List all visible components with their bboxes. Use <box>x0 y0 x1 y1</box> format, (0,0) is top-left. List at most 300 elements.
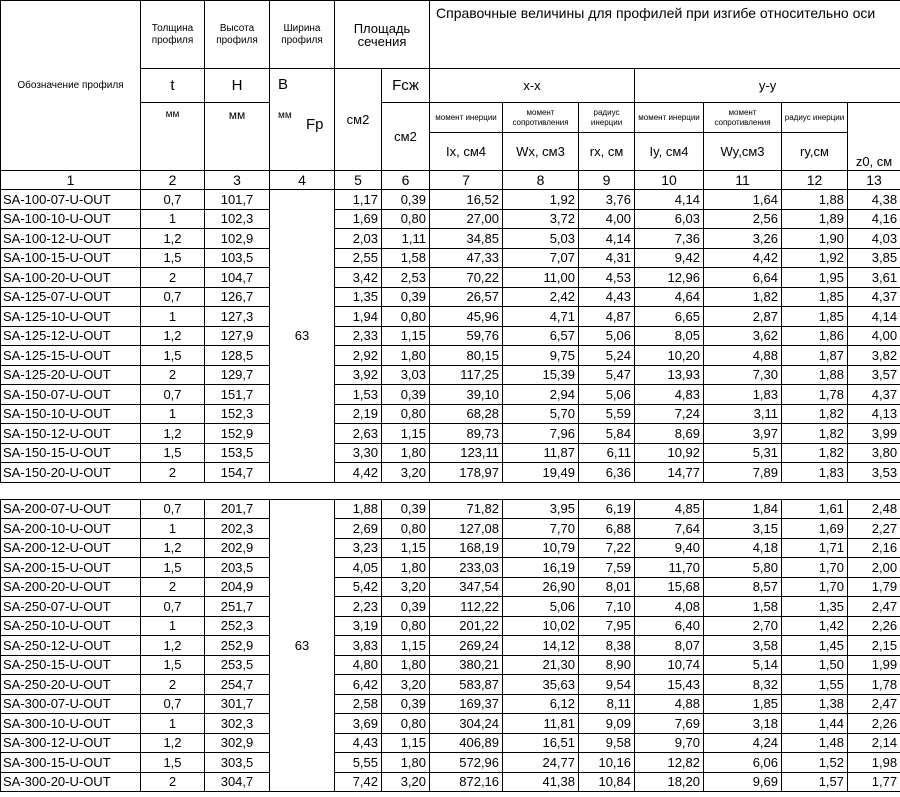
group-1-rows <box>1 190 900 483</box>
thickness-cell: 1,2 <box>141 326 205 346</box>
iy-cell: 8,69 <box>635 424 704 444</box>
table-row <box>1 190 900 210</box>
header-Iy: Iy, см4 <box>635 133 704 171</box>
height-cell: 202,3 <box>205 519 270 539</box>
z0-cell: 2,26 <box>848 616 900 636</box>
thickness-cell: 1 <box>141 209 205 229</box>
wy-cell: 6,06 <box>704 753 782 773</box>
area-cm2: 3,69 <box>335 714 382 734</box>
profile-designation: SA-100-12-U-OUT <box>1 229 141 249</box>
rx-cell: 4,87 <box>579 307 635 327</box>
header-Wx: Wx, см3 <box>503 133 579 171</box>
thickness-cell: 0,7 <box>141 190 205 210</box>
header-area-cm2-b: см2 <box>382 103 430 171</box>
profile-designation: SA-150-07-U-OUT <box>1 385 141 405</box>
rx-cell: 9,58 <box>579 733 635 753</box>
ry-cell: 1,82 <box>782 404 848 424</box>
table-row <box>1 326 900 346</box>
iy-cell: 7,69 <box>635 714 704 734</box>
wy-cell: 5,80 <box>704 558 782 578</box>
area-cm2: 2,19 <box>335 404 382 424</box>
area-fsz: 0,39 <box>382 499 430 519</box>
area-fsz: 3,20 <box>382 675 430 695</box>
area-fsz: 0,39 <box>382 694 430 714</box>
header-moment-resist-x: момент сопротивления <box>503 103 579 133</box>
iy-cell: 10,92 <box>635 443 704 463</box>
height-cell: 251,7 <box>205 597 270 617</box>
width-cell: 63 <box>270 499 335 792</box>
height-cell: 154,7 <box>205 463 270 483</box>
area-fsz: 1,15 <box>382 326 430 346</box>
header-t: t <box>141 69 205 103</box>
area-cm2: 2,33 <box>335 326 382 346</box>
header-axis-y: у-у <box>635 69 900 103</box>
area-fsz: 0,80 <box>382 519 430 539</box>
iy-cell: 4,83 <box>635 385 704 405</box>
z0-cell: 4,37 <box>848 287 900 307</box>
wx-cell: 21,30 <box>503 655 579 675</box>
ix-cell: 112,22 <box>430 597 503 617</box>
area-fsz: 1,58 <box>382 248 430 268</box>
column-numbers-row <box>1 171 900 190</box>
z0-cell: 2,27 <box>848 519 900 539</box>
area-fsz: 0,39 <box>382 385 430 405</box>
rx-cell: 5,84 <box>579 424 635 444</box>
z0-cell: 2,48 <box>848 499 900 519</box>
ix-cell: 39,10 <box>430 385 503 405</box>
iy-cell: 4,85 <box>635 499 704 519</box>
rx-cell: 4,14 <box>579 229 635 249</box>
iy-cell: 13,93 <box>635 365 704 385</box>
header-rx: rx, см <box>579 133 635 171</box>
area-cm2: 1,17 <box>335 190 382 210</box>
profile-designation: SA-125-15-U-OUT <box>1 346 141 366</box>
iy-cell: 10,74 <box>635 655 704 675</box>
profile-designation: SA-150-10-U-OUT <box>1 404 141 424</box>
area-cm2: 1,53 <box>335 385 382 405</box>
ry-cell: 1,92 <box>782 248 848 268</box>
ry-cell: 1,52 <box>782 753 848 773</box>
area-cm2: 3,92 <box>335 365 382 385</box>
profile-designation: SA-250-20-U-OUT <box>1 675 141 695</box>
height-cell: 103,5 <box>205 248 270 268</box>
height-cell: 102,9 <box>205 229 270 249</box>
thickness-cell: 0,7 <box>141 385 205 405</box>
iy-cell: 8,05 <box>635 326 704 346</box>
wx-cell: 5,06 <box>503 597 579 617</box>
height-cell: 102,3 <box>205 209 270 229</box>
profile-designation: SA-125-10-U-OUT <box>1 307 141 327</box>
ix-cell: 89,73 <box>430 424 503 444</box>
area-fsz: 1,11 <box>382 229 430 249</box>
profile-designation: SA-125-12-U-OUT <box>1 326 141 346</box>
rx-cell: 7,10 <box>579 597 635 617</box>
iy-cell: 4,08 <box>635 597 704 617</box>
area-cm2: 2,03 <box>335 229 382 249</box>
area-fsz: 0,80 <box>382 404 430 424</box>
col-number: 8 <box>503 171 579 190</box>
profile-designation: SA-125-20-U-OUT <box>1 365 141 385</box>
profile-designation: SA-150-12-U-OUT <box>1 424 141 444</box>
header-z0: z0, см <box>848 103 900 171</box>
area-cm2: 2,69 <box>335 519 382 539</box>
area-cm2: 1,88 <box>335 499 382 519</box>
wx-cell: 5,03 <box>503 229 579 249</box>
z0-cell: 1,78 <box>848 675 900 695</box>
header-width: Ширина профиля <box>270 1 335 69</box>
header-moment-inertia-y: момент инерции <box>635 103 704 133</box>
table-row <box>1 519 900 539</box>
thickness-cell: 2 <box>141 675 205 695</box>
ry-cell: 1,85 <box>782 307 848 327</box>
thickness-cell: 1 <box>141 519 205 539</box>
height-cell: 152,3 <box>205 404 270 424</box>
height-cell: 204,9 <box>205 577 270 597</box>
group-2-rows <box>1 499 900 792</box>
col-number: 12 <box>782 171 848 190</box>
thickness-cell: 2 <box>141 268 205 288</box>
thickness-cell: 1,2 <box>141 733 205 753</box>
area-fsz: 2,53 <box>382 268 430 288</box>
table-row <box>1 616 900 636</box>
header-B: B <box>278 76 289 93</box>
thickness-cell: 1,5 <box>141 346 205 366</box>
area-fsz: 0,39 <box>382 190 430 210</box>
ix-cell: 406,89 <box>430 733 503 753</box>
header-B-cell <box>270 69 335 171</box>
ry-cell: 1,87 <box>782 346 848 366</box>
rx-cell: 5,59 <box>579 404 635 424</box>
ry-cell: 1,69 <box>782 519 848 539</box>
col-number: 6 <box>382 171 430 190</box>
rx-cell: 8,11 <box>579 694 635 714</box>
iy-cell: 7,64 <box>635 519 704 539</box>
ix-cell: 45,96 <box>430 307 503 327</box>
profile-designation: SA-300-12-U-OUT <box>1 733 141 753</box>
profile-designation: SA-200-15-U-OUT <box>1 558 141 578</box>
header-radius-x: радиус инерции <box>579 103 635 133</box>
header-thickness: Толщина профиля <box>141 1 205 69</box>
ry-cell: 1,42 <box>782 616 848 636</box>
ix-cell: 168,19 <box>430 538 503 558</box>
ry-cell: 1,44 <box>782 714 848 734</box>
wy-cell: 7,30 <box>704 365 782 385</box>
area-fsz: 0,80 <box>382 616 430 636</box>
table-row <box>1 209 900 229</box>
width-cell: 63 <box>270 190 335 483</box>
area-cm2: 1,94 <box>335 307 382 327</box>
area-cm2: 2,92 <box>335 346 382 366</box>
iy-cell: 4,14 <box>635 190 704 210</box>
rx-cell: 5,47 <box>579 365 635 385</box>
iy-cell: 8,07 <box>635 636 704 656</box>
z0-cell: 3,61 <box>848 268 900 288</box>
table-row <box>1 597 900 617</box>
area-fsz: 3,20 <box>382 772 430 792</box>
profile-designation: SA-100-20-U-OUT <box>1 268 141 288</box>
ry-cell: 1,83 <box>782 463 848 483</box>
area-fsz: 1,80 <box>382 443 430 463</box>
thickness-cell: 1,2 <box>141 424 205 444</box>
z0-cell: 2,16 <box>848 538 900 558</box>
rx-cell: 4,53 <box>579 268 635 288</box>
thickness-cell: 1,2 <box>141 538 205 558</box>
col-number: 10 <box>635 171 704 190</box>
header-B-unit: мм <box>278 110 292 121</box>
ix-cell: 380,21 <box>430 655 503 675</box>
wy-cell: 3,26 <box>704 229 782 249</box>
rx-cell: 4,43 <box>579 287 635 307</box>
wy-cell: 1,83 <box>704 385 782 405</box>
height-cell: 104,7 <box>205 268 270 288</box>
rx-cell: 6,36 <box>579 463 635 483</box>
wx-cell: 4,71 <box>503 307 579 327</box>
height-cell: 101,7 <box>205 190 270 210</box>
header-moment-inertia-x: момент инерции <box>430 103 503 133</box>
col-number: 11 <box>704 171 782 190</box>
ry-cell: 1,50 <box>782 655 848 675</box>
area-cm2: 2,55 <box>335 248 382 268</box>
z0-cell: 4,03 <box>848 229 900 249</box>
area-cm2: 1,69 <box>335 209 382 229</box>
rx-cell: 7,22 <box>579 538 635 558</box>
table-row <box>1 538 900 558</box>
table-row <box>1 268 900 288</box>
wx-cell: 7,70 <box>503 519 579 539</box>
height-cell: 203,5 <box>205 558 270 578</box>
ix-cell: 70,22 <box>430 268 503 288</box>
wx-cell: 14,12 <box>503 636 579 656</box>
wy-cell: 3,62 <box>704 326 782 346</box>
profile-designation: SA-100-10-U-OUT <box>1 209 141 229</box>
header-radius-y: радиус инерции <box>782 103 848 133</box>
rx-cell: 4,31 <box>579 248 635 268</box>
wx-cell: 16,51 <box>503 733 579 753</box>
thickness-cell: 1,5 <box>141 248 205 268</box>
ix-cell: 26,57 <box>430 287 503 307</box>
area-cm2: 4,05 <box>335 558 382 578</box>
iy-cell: 6,65 <box>635 307 704 327</box>
wy-cell: 1,84 <box>704 499 782 519</box>
z0-cell: 2,15 <box>848 636 900 656</box>
ry-cell: 1,71 <box>782 538 848 558</box>
ry-cell: 1,70 <box>782 558 848 578</box>
ry-cell: 1,86 <box>782 326 848 346</box>
rx-cell: 10,84 <box>579 772 635 792</box>
thickness-cell: 1,2 <box>141 636 205 656</box>
table-row <box>1 733 900 753</box>
thickness-cell: 0,7 <box>141 597 205 617</box>
z0-cell: 2,14 <box>848 733 900 753</box>
header-Fp: Fp <box>306 116 324 133</box>
ry-cell: 1,95 <box>782 268 848 288</box>
rx-cell: 8,38 <box>579 636 635 656</box>
area-cm2: 3,83 <box>335 636 382 656</box>
header-area: Площадь сечения <box>335 1 430 69</box>
height-cell: 303,5 <box>205 753 270 773</box>
area-fsz: 0,39 <box>382 597 430 617</box>
iy-cell: 6,03 <box>635 209 704 229</box>
iy-cell: 6,40 <box>635 616 704 636</box>
z0-cell: 4,37 <box>848 385 900 405</box>
profile-designation: SA-200-12-U-OUT <box>1 538 141 558</box>
wy-cell: 3,58 <box>704 636 782 656</box>
table-row <box>1 404 900 424</box>
rx-cell: 9,09 <box>579 714 635 734</box>
area-cm2: 6,42 <box>335 675 382 695</box>
table-row <box>1 385 900 405</box>
ix-cell: 47,33 <box>430 248 503 268</box>
area-fsz: 0,80 <box>382 307 430 327</box>
wy-cell: 5,31 <box>704 443 782 463</box>
wx-cell: 5,70 <box>503 404 579 424</box>
wy-cell: 3,18 <box>704 714 782 734</box>
profile-designation: SA-125-07-U-OUT <box>1 287 141 307</box>
ix-cell: 169,37 <box>430 694 503 714</box>
wx-cell: 3,72 <box>503 209 579 229</box>
header-reference: Справочные величины для профилей при изгибе относительно оси <box>430 1 900 69</box>
thickness-cell: 2 <box>141 463 205 483</box>
wy-cell: 8,32 <box>704 675 782 695</box>
wx-cell: 1,92 <box>503 190 579 210</box>
z0-cell: 1,77 <box>848 772 900 792</box>
col-number: 4 <box>270 171 335 190</box>
iy-cell: 12,82 <box>635 753 704 773</box>
rx-cell: 7,95 <box>579 616 635 636</box>
wy-cell: 4,42 <box>704 248 782 268</box>
height-cell: 302,3 <box>205 714 270 734</box>
header-Fsz: Fсж <box>382 69 430 103</box>
z0-cell: 4,16 <box>848 209 900 229</box>
wy-cell: 1,85 <box>704 694 782 714</box>
wy-cell: 1,64 <box>704 190 782 210</box>
rx-cell: 8,90 <box>579 655 635 675</box>
height-cell: 152,9 <box>205 424 270 444</box>
height-cell: 202,9 <box>205 538 270 558</box>
table-row <box>1 694 900 714</box>
thickness-cell: 2 <box>141 365 205 385</box>
wx-cell: 6,12 <box>503 694 579 714</box>
wx-cell: 11,87 <box>503 443 579 463</box>
rx-cell: 5,06 <box>579 385 635 405</box>
ix-cell: 233,03 <box>430 558 503 578</box>
z0-cell: 2,47 <box>848 694 900 714</box>
ix-cell: 178,97 <box>430 463 503 483</box>
area-fsz: 3,20 <box>382 577 430 597</box>
area-fsz: 1,15 <box>382 636 430 656</box>
table-row <box>1 346 900 366</box>
iy-cell: 9,40 <box>635 538 704 558</box>
height-cell: 302,9 <box>205 733 270 753</box>
wx-cell: 6,57 <box>503 326 579 346</box>
area-fsz: 0,39 <box>382 287 430 307</box>
wx-cell: 9,75 <box>503 346 579 366</box>
thickness-cell: 0,7 <box>141 287 205 307</box>
wy-cell: 2,87 <box>704 307 782 327</box>
z0-cell: 3,80 <box>848 443 900 463</box>
height-cell: 301,7 <box>205 694 270 714</box>
area-fsz: 0,80 <box>382 714 430 734</box>
area-cm2: 4,43 <box>335 733 382 753</box>
z0-cell: 1,99 <box>848 655 900 675</box>
thickness-cell: 1,5 <box>141 655 205 675</box>
iy-cell: 7,36 <box>635 229 704 249</box>
wx-cell: 2,42 <box>503 287 579 307</box>
profile-designation: SA-100-07-U-OUT <box>1 190 141 210</box>
table-row <box>1 577 900 597</box>
area-cm2: 2,63 <box>335 424 382 444</box>
ry-cell: 1,38 <box>782 694 848 714</box>
wy-cell: 4,88 <box>704 346 782 366</box>
profile-designation: SA-200-10-U-OUT <box>1 519 141 539</box>
profile-designation: SA-300-07-U-OUT <box>1 694 141 714</box>
iy-cell: 15,43 <box>635 675 704 695</box>
profile-designation: SA-300-10-U-OUT <box>1 714 141 734</box>
table-row <box>1 424 900 444</box>
profile-designation: SA-250-07-U-OUT <box>1 597 141 617</box>
header-area-cm2-a: см2 <box>335 69 382 171</box>
iy-cell: 10,20 <box>635 346 704 366</box>
profile-designation: SA-150-20-U-OUT <box>1 463 141 483</box>
z0-cell: 4,00 <box>848 326 900 346</box>
col-number: 3 <box>205 171 270 190</box>
height-cell: 127,3 <box>205 307 270 327</box>
table-row <box>1 655 900 675</box>
table-row <box>1 714 900 734</box>
table-row <box>1 248 900 268</box>
z0-cell: 2,47 <box>848 597 900 617</box>
ix-cell: 34,85 <box>430 229 503 249</box>
height-cell: 304,7 <box>205 772 270 792</box>
ry-cell: 1,90 <box>782 229 848 249</box>
col-number: 2 <box>141 171 205 190</box>
iy-cell: 18,20 <box>635 772 704 792</box>
iy-cell: 4,88 <box>635 694 704 714</box>
thickness-cell: 1,5 <box>141 443 205 463</box>
table-row <box>1 287 900 307</box>
profile-designation: SA-150-15-U-OUT <box>1 443 141 463</box>
profile-designation: SA-250-15-U-OUT <box>1 655 141 675</box>
height-cell: 253,5 <box>205 655 270 675</box>
iy-cell: 14,77 <box>635 463 704 483</box>
table-row <box>1 463 900 483</box>
table-row <box>1 753 900 773</box>
wx-cell: 3,95 <box>503 499 579 519</box>
wy-cell: 4,18 <box>704 538 782 558</box>
col-number: 9 <box>579 171 635 190</box>
profile-designation: SA-250-10-U-OUT <box>1 616 141 636</box>
height-cell: 127,9 <box>205 326 270 346</box>
header-Wy: Wy,см3 <box>704 133 782 171</box>
header-designation: Обозначение профиля <box>1 1 141 171</box>
table-row <box>1 443 900 463</box>
z0-cell: 3,57 <box>848 365 900 385</box>
rx-cell: 5,06 <box>579 326 635 346</box>
ry-cell: 1,61 <box>782 499 848 519</box>
ry-cell: 1,89 <box>782 209 848 229</box>
ry-cell: 1,82 <box>782 424 848 444</box>
ry-cell: 1,88 <box>782 190 848 210</box>
col-number: 13 <box>848 171 900 190</box>
z0-cell: 1,79 <box>848 577 900 597</box>
group-gap <box>1 482 900 499</box>
area-cm2: 3,19 <box>335 616 382 636</box>
z0-cell: 2,26 <box>848 714 900 734</box>
height-cell: 128,5 <box>205 346 270 366</box>
thickness-cell: 1 <box>141 404 205 424</box>
area-fsz: 3,20 <box>382 463 430 483</box>
iy-cell: 7,24 <box>635 404 704 424</box>
